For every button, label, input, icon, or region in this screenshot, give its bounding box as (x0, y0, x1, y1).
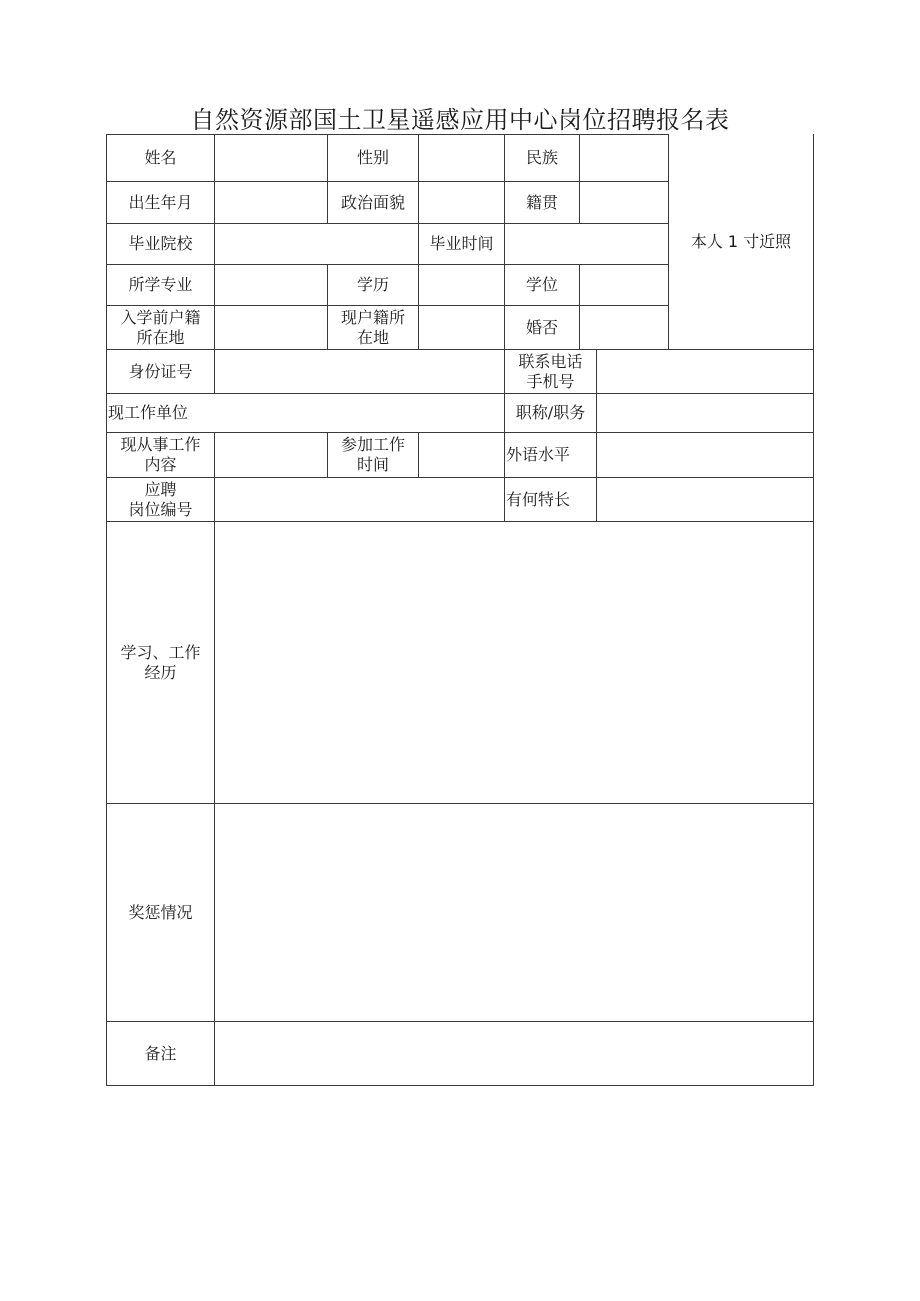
label-phone-line2: 手机号 (526, 371, 575, 391)
label-specialty: 有何特长 (506, 489, 571, 509)
label-language: 外语水平 (506, 445, 571, 464)
label-awards: 奖惩情况 (128, 902, 193, 922)
label-ethnicity: 民族 (525, 148, 558, 167)
label-name: 姓名 (144, 148, 177, 167)
label-join-work (328, 433, 418, 477)
label-apply (107, 478, 214, 521)
label-birth: 出生年月 (128, 192, 193, 212)
label-phone-line1: 联系电话 (518, 351, 583, 371)
label-school: 毕业院校 (128, 234, 193, 253)
label-pre-household-line2: 所在地 (136, 327, 185, 347)
phone-field[interactable] (597, 350, 813, 393)
label-political: 政治面貌 (340, 192, 405, 212)
title-position-field[interactable] (597, 394, 813, 432)
label-join-work-line2: 时间 (356, 455, 389, 474)
join-work-field[interactable] (419, 433, 504, 477)
label-cur-household (328, 306, 418, 349)
label-phone (505, 350, 596, 393)
cur-household-field[interactable] (419, 306, 504, 349)
label-degree: 学位 (525, 275, 558, 294)
label-native-place: 籍贯 (525, 192, 558, 212)
label-remarks: 备注 (144, 1043, 177, 1063)
label-workplace: 现工作单位 (108, 403, 189, 422)
label-history (107, 522, 214, 803)
awards-field[interactable] (215, 804, 813, 1021)
grad-time-field[interactable] (505, 224, 668, 264)
political-field[interactable] (419, 182, 504, 223)
label-history-line1: 学习、工作 (120, 642, 201, 662)
label-marital: 婚否 (525, 317, 558, 337)
label-grad-time: 毕业时间 (429, 234, 494, 253)
label-cur-household-line2: 在地 (356, 327, 389, 347)
education-field[interactable] (419, 265, 504, 305)
label-join-work-line1: 参加工作 (340, 435, 405, 454)
page-title: 自然资源部国土卫星遥感应用中心岗位招聘报名表 (190, 106, 730, 134)
gender-field[interactable] (419, 135, 504, 181)
pre-household-field[interactable] (215, 306, 327, 349)
label-cur-work (107, 433, 214, 477)
history-field[interactable] (215, 522, 813, 803)
label-pre-household-line1: 入学前户籍 (120, 307, 201, 327)
school-field[interactable] (215, 224, 418, 264)
id-number-field[interactable] (215, 350, 504, 393)
label-id-number: 身份证号 (128, 361, 193, 381)
label-cur-household-line1: 现户籍所 (340, 307, 405, 327)
label-apply-line2: 岗位编号 (128, 499, 193, 519)
label-education: 学历 (356, 275, 389, 294)
specialty-field[interactable] (597, 478, 813, 521)
major-field[interactable] (215, 265, 327, 305)
label-major: 所学专业 (128, 275, 193, 294)
label-cur-work-line2: 内容 (144, 455, 177, 474)
birth-field[interactable] (215, 182, 327, 223)
row-divider (106, 1085, 814, 1086)
workplace-field[interactable] (215, 394, 504, 432)
native-place-field[interactable] (580, 182, 668, 223)
label-gender: 性别 (356, 148, 389, 167)
label-cur-work-line1: 现从事工作 (120, 435, 201, 454)
degree-field[interactable] (580, 265, 668, 305)
label-apply-line1: 应聘 (144, 479, 177, 499)
marital-field[interactable] (580, 306, 668, 349)
apply-field[interactable] (215, 478, 504, 521)
remarks-field[interactable] (215, 1022, 813, 1085)
ethnicity-field[interactable] (580, 135, 668, 181)
name-field[interactable] (215, 135, 327, 181)
photo-box[interactable]: 本人 1 寸近照 (690, 232, 792, 251)
col-divider (813, 134, 814, 1086)
label-history-line2: 经历 (144, 662, 177, 682)
cur-work-field[interactable] (215, 433, 327, 477)
registration-form (106, 134, 814, 1086)
label-title-position: 职称/职务 (515, 403, 586, 422)
label-pre-household (107, 306, 214, 349)
language-field[interactable] (597, 433, 813, 477)
